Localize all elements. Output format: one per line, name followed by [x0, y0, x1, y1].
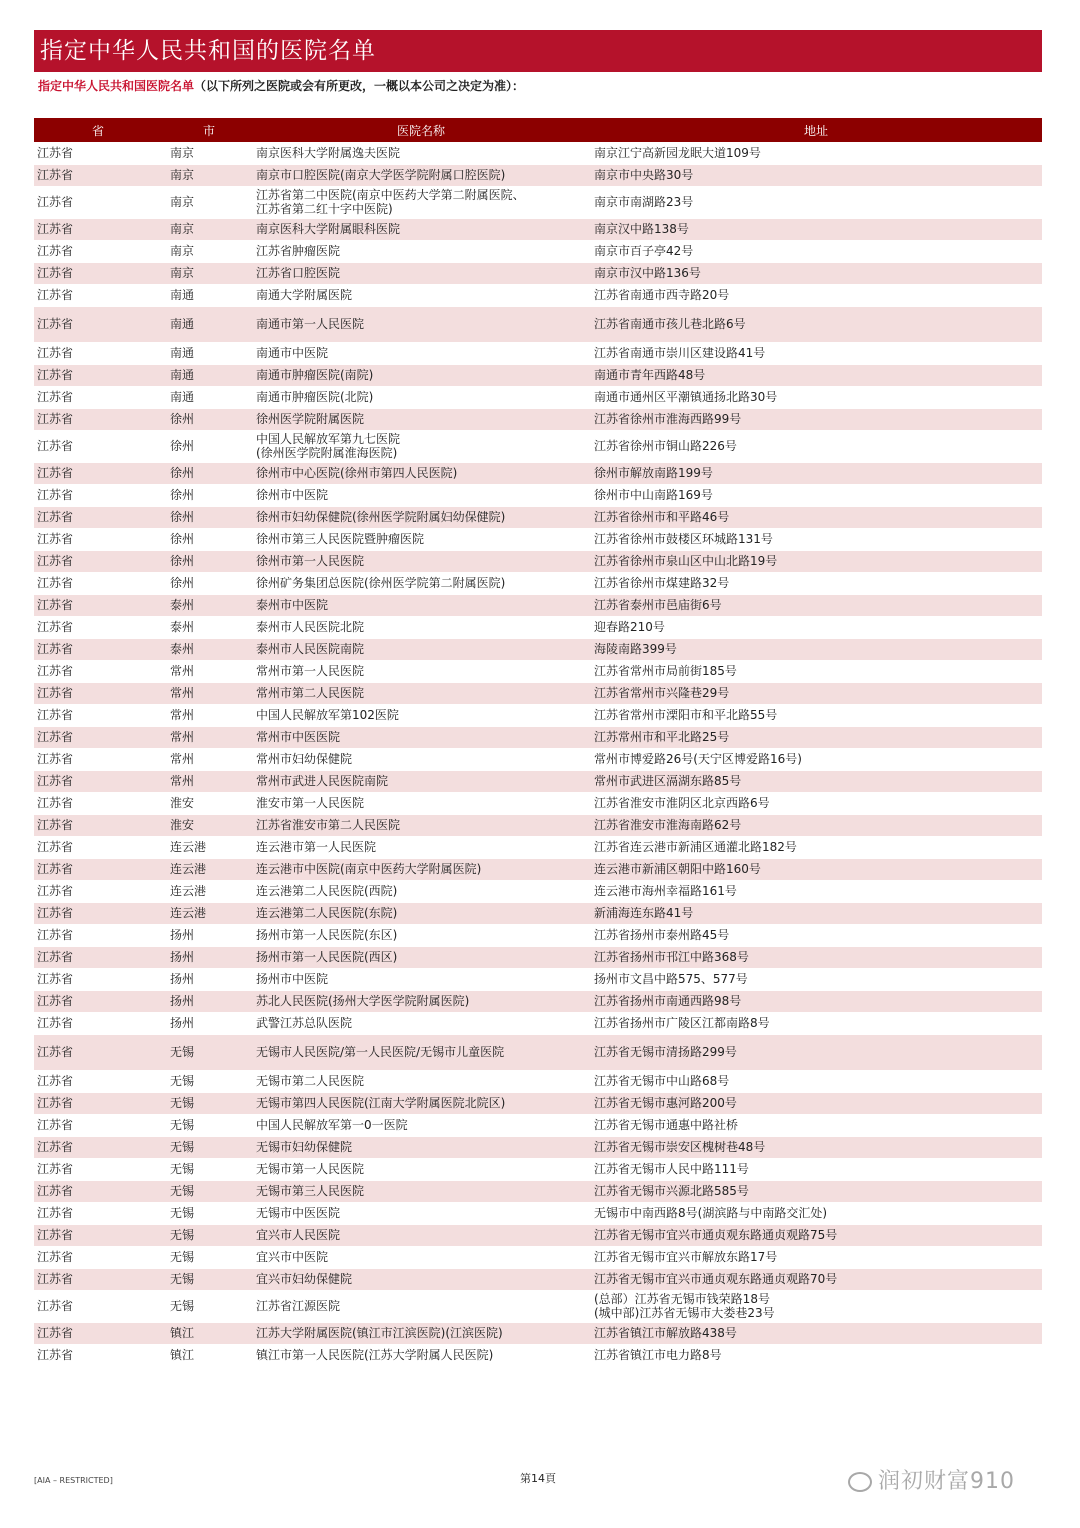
cell-city: 连云港 [164, 902, 252, 924]
cell-province: 江苏省 [34, 726, 164, 748]
cell-city: 徐州 [164, 430, 252, 462]
table-row [34, 218, 1042, 240]
cell-hospital-name: 武警江苏总队医院 [252, 1012, 590, 1034]
cell-address: 江苏省徐州市和平路46号 [590, 506, 1042, 528]
cell-city: 无锡 [164, 1202, 252, 1224]
table-row [34, 1322, 1042, 1344]
cell-city: 镇江 [164, 1344, 252, 1366]
cell-province: 江苏省 [34, 528, 164, 550]
table-row [34, 748, 1042, 770]
cell-address: 南京市南湖路23号 [590, 186, 1042, 218]
cell-hospital-name: 徐州医学院附属医院 [252, 408, 590, 430]
cell-city: 无锡 [164, 1180, 252, 1202]
cell-city: 连云港 [164, 880, 252, 902]
cell-province: 江苏省 [34, 638, 164, 660]
cell-address: 徐州市解放南路199号 [590, 462, 1042, 484]
cell-city: 无锡 [164, 1290, 252, 1322]
cell-hospital-name: 南通市肿瘤医院(北院) [252, 386, 590, 408]
table-row [34, 240, 1042, 262]
table-row [34, 484, 1042, 506]
cell-city: 常州 [164, 726, 252, 748]
cell-province: 江苏省 [34, 660, 164, 682]
cell-province: 江苏省 [34, 484, 164, 506]
cell-address: 江苏省淮安市淮阴区北京西路6号 [590, 792, 1042, 814]
cell-hospital-name: 江苏省第二中医院(南京中医药大学第二附属医院、 江苏省第二红十字中医院) [252, 186, 590, 218]
cell-city: 徐州 [164, 462, 252, 484]
cell-hospital-name: 常州市妇幼保健院 [252, 748, 590, 770]
cell-city: 泰州 [164, 594, 252, 616]
table-row [34, 880, 1042, 902]
cell-address: 江苏省无锡市宜兴市通贞观东路通贞观路75号 [590, 1224, 1042, 1246]
table-row [34, 262, 1042, 284]
cell-city: 镇江 [164, 1322, 252, 1344]
cell-hospital-name: 苏北人民医院(扬州大学医学院附属医院) [252, 990, 590, 1012]
cell-province: 江苏省 [34, 218, 164, 240]
cell-province: 江苏省 [34, 902, 164, 924]
cell-hospital-name: 无锡市第三人民医院 [252, 1180, 590, 1202]
cell-province: 江苏省 [34, 386, 164, 408]
cell-province: 江苏省 [34, 1344, 164, 1366]
cell-province: 江苏省 [34, 572, 164, 594]
page-title-banner [34, 30, 1042, 72]
cell-province: 江苏省 [34, 342, 164, 364]
cell-address: 无锡市中南西路8号(湖滨路与中南路交汇处) [590, 1202, 1042, 1224]
cell-hospital-name: 泰州市人民医院南院 [252, 638, 590, 660]
cell-hospital-name: 扬州市第一人民医院(西区) [252, 946, 590, 968]
table-header-row [34, 118, 1042, 142]
cell-hospital-name: 南通市中医院 [252, 342, 590, 364]
cell-city: 常州 [164, 770, 252, 792]
cell-city: 南京 [164, 240, 252, 262]
cell-address: 迎春路210号 [590, 616, 1042, 638]
cell-hospital-name: 徐州矿务集团总医院(徐州医学院第二附属医院) [252, 572, 590, 594]
cell-city: 无锡 [164, 1092, 252, 1114]
cell-address: 南通市通州区平潮镇通扬北路30号 [590, 386, 1042, 408]
cell-hospital-name: 中国人民解放军第102医院 [252, 704, 590, 726]
cell-city: 连云港 [164, 836, 252, 858]
cell-province: 江苏省 [34, 430, 164, 462]
cell-address: 江苏省徐州市泉山区中山北路19号 [590, 550, 1042, 572]
cell-province: 江苏省 [34, 1158, 164, 1180]
cell-city: 徐州 [164, 484, 252, 506]
table-row [34, 594, 1042, 616]
subtitle-highlight: 指定中华人民共和国医院名单 [38, 79, 195, 93]
cell-hospital-name: 江苏省淮安市第二人民医院 [252, 814, 590, 836]
cell-province: 江苏省 [34, 262, 164, 284]
table-row [34, 306, 1042, 342]
table-row [34, 814, 1042, 836]
cell-city: 常州 [164, 748, 252, 770]
table-row [34, 902, 1042, 924]
cell-city: 扬州 [164, 990, 252, 1012]
table-row [34, 1290, 1042, 1322]
cell-address: 常州市博爱路26号(天宁区博爱路16号) [590, 748, 1042, 770]
cell-province: 江苏省 [34, 836, 164, 858]
subtitle-note: （以下所列之医院或会有所更改，一概以本公司之决定为准）： [194, 79, 525, 93]
cell-city: 扬州 [164, 946, 252, 968]
header-address: 地址 [590, 118, 1042, 142]
table-row [34, 430, 1042, 462]
cell-hospital-name: 扬州市第一人民医院(东区) [252, 924, 590, 946]
cell-hospital-name: 宜兴市人民医院 [252, 1224, 590, 1246]
table-row [34, 836, 1042, 858]
table-row [34, 364, 1042, 386]
table-row [34, 1202, 1042, 1224]
cell-hospital-name: 宜兴市妇幼保健院 [252, 1268, 590, 1290]
table-row [34, 990, 1042, 1012]
classification-label: [AIA – RESTRICTED] [34, 1476, 113, 1485]
cell-address: 江苏省泰州市邑庙街6号 [590, 594, 1042, 616]
cell-province: 江苏省 [34, 1034, 164, 1070]
cell-city: 南通 [164, 342, 252, 364]
cell-hospital-name: 江苏省肿瘤医院 [252, 240, 590, 262]
cell-address: 江苏省徐州市铜山路226号 [590, 430, 1042, 462]
cell-city: 无锡 [164, 1158, 252, 1180]
cell-city: 无锡 [164, 1114, 252, 1136]
cell-province: 江苏省 [34, 946, 164, 968]
cell-address: (总部）江苏省无锡市钱荣路18号 (城中部)江苏省无锡市大娄巷23号 [590, 1290, 1042, 1322]
cell-city: 常州 [164, 704, 252, 726]
cell-province: 江苏省 [34, 284, 164, 306]
table-row [34, 660, 1042, 682]
cell-address: 江苏省无锡市通惠中路社桥 [590, 1114, 1042, 1136]
cell-address: 新浦海连东路41号 [590, 902, 1042, 924]
cell-hospital-name: 镇江市第一人民医院(江苏大学附属人民医院) [252, 1344, 590, 1366]
cell-address: 江苏省徐州市淮海西路99号 [590, 408, 1042, 430]
cell-province: 江苏省 [34, 968, 164, 990]
cell-city: 徐州 [164, 550, 252, 572]
table-row [34, 1158, 1042, 1180]
cell-province: 江苏省 [34, 1268, 164, 1290]
header-city: 市 [164, 118, 252, 142]
table-row [34, 1224, 1042, 1246]
table-row [34, 462, 1042, 484]
cell-city: 南通 [164, 306, 252, 342]
cell-city: 常州 [164, 660, 252, 682]
cell-hospital-name: 南京市口腔医院(南京大学医学院附属口腔医院) [252, 164, 590, 186]
cell-province: 江苏省 [34, 1224, 164, 1246]
cell-hospital-name: 南京医科大学附属眼科医院 [252, 218, 590, 240]
cell-hospital-name: 南通市第一人民医院 [252, 306, 590, 342]
cell-province: 江苏省 [34, 550, 164, 572]
cell-city: 无锡 [164, 1268, 252, 1290]
cell-hospital-name: 南京医科大学附属逸夫医院 [252, 142, 590, 164]
cell-address: 常州市武进区滆湖东路85号 [590, 770, 1042, 792]
cell-address: 江苏省无锡市清扬路299号 [590, 1034, 1042, 1070]
table-row [34, 1114, 1042, 1136]
table-row [34, 704, 1042, 726]
cell-address: 江苏省南通市孩儿巷北路6号 [590, 306, 1042, 342]
cell-address: 江苏省无锡市兴源北路585号 [590, 1180, 1042, 1202]
cell-hospital-name: 淮安市第一人民医院 [252, 792, 590, 814]
cell-address: 江苏常州市和平北路25号 [590, 726, 1042, 748]
table-row [34, 1092, 1042, 1114]
table-row [34, 142, 1042, 164]
table-row [34, 1180, 1042, 1202]
cell-address: 江苏省镇江市电力路8号 [590, 1344, 1042, 1366]
cell-province: 江苏省 [34, 240, 164, 262]
cell-hospital-name: 常州市中医医院 [252, 726, 590, 748]
table-row [34, 924, 1042, 946]
cell-city: 南通 [164, 284, 252, 306]
cell-address: 江苏省无锡市人民中路111号 [590, 1158, 1042, 1180]
cell-hospital-name: 江苏省江源医院 [252, 1290, 590, 1322]
cell-province: 江苏省 [34, 506, 164, 528]
cell-city: 南京 [164, 262, 252, 284]
cell-hospital-name: 徐州市妇幼保健院(徐州医学院附属妇幼保健院) [252, 506, 590, 528]
table-row [34, 528, 1042, 550]
cell-province: 江苏省 [34, 1114, 164, 1136]
cell-city: 无锡 [164, 1224, 252, 1246]
cell-address: 海陵南路399号 [590, 638, 1042, 660]
cell-address: 扬州市文昌中路575、577号 [590, 968, 1042, 990]
cell-address: 江苏省淮安市淮海南路62号 [590, 814, 1042, 836]
cell-hospital-name: 徐州市第一人民医院 [252, 550, 590, 572]
cell-address: 南通市青年西路48号 [590, 364, 1042, 386]
cell-province: 江苏省 [34, 1180, 164, 1202]
table-row [34, 1246, 1042, 1268]
cell-city: 徐州 [164, 408, 252, 430]
cell-province: 江苏省 [34, 814, 164, 836]
table-row [34, 1136, 1042, 1158]
table-row [34, 1070, 1042, 1092]
cell-city: 南京 [164, 164, 252, 186]
cell-address: 南京市汉中路136号 [590, 262, 1042, 284]
cell-address: 江苏省无锡市中山路68号 [590, 1070, 1042, 1092]
cell-hospital-name: 连云港第二人民医院(东院) [252, 902, 590, 924]
table-row [34, 506, 1042, 528]
cell-address: 南京市中央路30号 [590, 164, 1042, 186]
cell-hospital-name: 无锡市第二人民医院 [252, 1070, 590, 1092]
cell-city: 无锡 [164, 1246, 252, 1268]
cell-address: 江苏省徐州市煤建路32号 [590, 572, 1042, 594]
table-row [34, 550, 1042, 572]
header-hospital-name: 医院名称 [252, 118, 590, 142]
table-row [34, 1012, 1042, 1034]
table-row [34, 858, 1042, 880]
cell-hospital-name: 江苏省口腔医院 [252, 262, 590, 284]
cell-hospital-name: 连云港第二人民医院(西院) [252, 880, 590, 902]
cell-city: 扬州 [164, 968, 252, 990]
cell-province: 江苏省 [34, 924, 164, 946]
cell-address: 江苏省南通市崇川区建设路41号 [590, 342, 1042, 364]
table-row [34, 968, 1042, 990]
table-row [34, 1344, 1042, 1366]
cell-address: 江苏省南通市西寺路20号 [590, 284, 1042, 306]
table-row [34, 682, 1042, 704]
cell-address: 江苏省无锡市宜兴市解放东路17号 [590, 1246, 1042, 1268]
cell-city: 泰州 [164, 638, 252, 660]
cell-address: 江苏省常州市兴隆巷29号 [590, 682, 1042, 704]
watermark-text: 润初财富910 [878, 1469, 1015, 1494]
cell-hospital-name: 中国人民解放军第九七医院 (徐州医学院附属淮海医院) [252, 430, 590, 462]
cell-address: 连云港市海州幸福路161号 [590, 880, 1042, 902]
cell-hospital-name: 常州市第一人民医院 [252, 660, 590, 682]
cell-province: 江苏省 [34, 1246, 164, 1268]
cell-address: 江苏省扬州市南通西路98号 [590, 990, 1042, 1012]
cell-address: 江苏省常州市局前街185号 [590, 660, 1042, 682]
cell-province: 江苏省 [34, 164, 164, 186]
cell-hospital-name: 南通大学附属医院 [252, 284, 590, 306]
cell-address: 南京江宁高新园龙眠大道109号 [590, 142, 1042, 164]
cell-province: 江苏省 [34, 770, 164, 792]
cell-province: 江苏省 [34, 704, 164, 726]
cell-city: 南京 [164, 142, 252, 164]
cell-city: 南通 [164, 364, 252, 386]
table-row [34, 408, 1042, 430]
cell-city: 无锡 [164, 1070, 252, 1092]
cell-hospital-name: 无锡市中医医院 [252, 1202, 590, 1224]
cell-city: 南京 [164, 218, 252, 240]
cell-hospital-name: 常州市第二人民医院 [252, 682, 590, 704]
cell-hospital-name: 泰州市中医院 [252, 594, 590, 616]
cell-province: 江苏省 [34, 408, 164, 430]
cell-city: 南京 [164, 186, 252, 218]
cell-hospital-name: 无锡市第一人民医院 [252, 1158, 590, 1180]
cell-province: 江苏省 [34, 594, 164, 616]
cell-address: 江苏省无锡市宜兴市通贞观东路通贞观路70号 [590, 1268, 1042, 1290]
table-row [34, 726, 1042, 748]
cell-hospital-name: 江苏大学附属医院(镇江市江滨医院)(江滨医院) [252, 1322, 590, 1344]
cell-hospital-name: 扬州市中医院 [252, 968, 590, 990]
cell-hospital-name: 无锡市第四人民医院(江南大学附属医院北院区) [252, 1092, 590, 1114]
cell-province: 江苏省 [34, 748, 164, 770]
page-title: 指定中华人民共和国的医院名单 [40, 38, 376, 64]
table-row [34, 284, 1042, 306]
cell-city: 无锡 [164, 1034, 252, 1070]
cell-province: 江苏省 [34, 858, 164, 880]
cell-province: 江苏省 [34, 1290, 164, 1322]
cell-city: 扬州 [164, 924, 252, 946]
cell-province: 江苏省 [34, 1136, 164, 1158]
header-province: 省 [34, 118, 164, 142]
wechat-icon [848, 1472, 872, 1492]
cell-address: 江苏省常州市溧阳市和平北路55号 [590, 704, 1042, 726]
subtitle [38, 77, 524, 94]
cell-city: 扬州 [164, 1012, 252, 1034]
cell-address: 江苏省无锡市崇安区槐树巷48号 [590, 1136, 1042, 1158]
cell-hospital-name: 常州市武进人民医院南院 [252, 770, 590, 792]
cell-hospital-name: 徐州市中医院 [252, 484, 590, 506]
cell-province: 江苏省 [34, 186, 164, 218]
cell-hospital-name: 宜兴市中医院 [252, 1246, 590, 1268]
cell-province: 江苏省 [34, 682, 164, 704]
cell-hospital-name: 南通市肿瘤医院(南院) [252, 364, 590, 386]
table-row [34, 1034, 1042, 1070]
cell-province: 江苏省 [34, 306, 164, 342]
table-row [34, 770, 1042, 792]
table-row [34, 342, 1042, 364]
cell-address: 徐州市中山南路169号 [590, 484, 1042, 506]
cell-address: 江苏省连云港市新浦区通灌北路182号 [590, 836, 1042, 858]
table-row [34, 186, 1042, 218]
cell-province: 江苏省 [34, 1012, 164, 1034]
cell-hospital-name: 泰州市人民医院北院 [252, 616, 590, 638]
cell-hospital-name: 徐州市中心医院(徐州市第四人民医院) [252, 462, 590, 484]
hospital-table [34, 118, 1042, 1367]
cell-city: 淮安 [164, 814, 252, 836]
cell-city: 徐州 [164, 572, 252, 594]
table-body [34, 142, 1042, 1366]
cell-city: 连云港 [164, 858, 252, 880]
cell-address: 江苏省扬州市广陵区江都南路8号 [590, 1012, 1042, 1034]
cell-address: 江苏省扬州市邗江中路368号 [590, 946, 1042, 968]
cell-city: 徐州 [164, 506, 252, 528]
table-row [34, 616, 1042, 638]
cell-province: 江苏省 [34, 364, 164, 386]
table-row [34, 946, 1042, 968]
table-row [34, 386, 1042, 408]
table-row [34, 1268, 1042, 1290]
table-row [34, 572, 1042, 594]
table-row [34, 638, 1042, 660]
cell-province: 江苏省 [34, 142, 164, 164]
cell-address: 江苏省徐州市鼓楼区环城路131号 [590, 528, 1042, 550]
cell-hospital-name: 无锡市妇幼保健院 [252, 1136, 590, 1158]
page-number: 第14頁 [520, 1472, 556, 1485]
cell-province: 江苏省 [34, 990, 164, 1012]
cell-province: 江苏省 [34, 1322, 164, 1344]
cell-address: 南京汉中路138号 [590, 218, 1042, 240]
cell-province: 江苏省 [34, 462, 164, 484]
cell-address: 南京市百子亭42号 [590, 240, 1042, 262]
cell-city: 常州 [164, 682, 252, 704]
cell-hospital-name: 连云港市中医院(南京中医药大学附属医院) [252, 858, 590, 880]
table-row [34, 792, 1042, 814]
cell-city: 泰州 [164, 616, 252, 638]
cell-province: 江苏省 [34, 1070, 164, 1092]
cell-address: 连云港市新浦区朝阳中路160号 [590, 858, 1042, 880]
cell-city: 南通 [164, 386, 252, 408]
cell-hospital-name: 中国人民解放军第一0一医院 [252, 1114, 590, 1136]
cell-province: 江苏省 [34, 1202, 164, 1224]
watermark [848, 1464, 1015, 1495]
cell-province: 江苏省 [34, 880, 164, 902]
cell-city: 淮安 [164, 792, 252, 814]
cell-address: 江苏省无锡市惠河路200号 [590, 1092, 1042, 1114]
cell-province: 江苏省 [34, 1092, 164, 1114]
cell-city: 无锡 [164, 1136, 252, 1158]
cell-hospital-name: 连云港市第一人民医院 [252, 836, 590, 858]
cell-hospital-name: 徐州市第三人民医院暨肿瘤医院 [252, 528, 590, 550]
cell-hospital-name: 无锡市人民医院/第一人民医院/无锡市儿童医院 [252, 1034, 590, 1070]
cell-city: 徐州 [164, 528, 252, 550]
cell-province: 江苏省 [34, 616, 164, 638]
cell-address: 江苏省镇江市解放路438号 [590, 1322, 1042, 1344]
cell-address: 江苏省扬州市泰州路45号 [590, 924, 1042, 946]
cell-province: 江苏省 [34, 792, 164, 814]
table-row [34, 164, 1042, 186]
